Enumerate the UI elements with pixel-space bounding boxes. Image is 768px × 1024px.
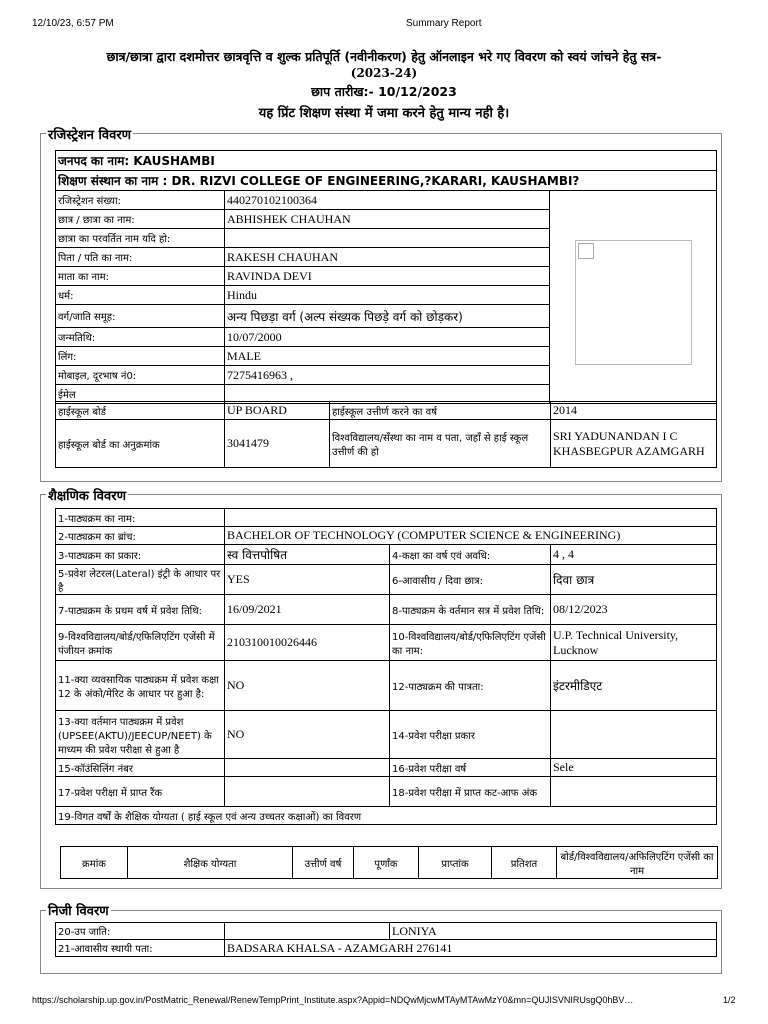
academic-label: 14-प्रवेश परीक्षा प्रकार <box>390 711 551 759</box>
personal-label: 21-आवासीय स्थायी पता: <box>56 940 225 957</box>
reg-label: छात्र / छात्रा का नाम: <box>56 210 225 229</box>
counselling-number <box>225 759 390 777</box>
academic-legend: शैक्षणिक विवरण <box>46 486 128 504</box>
reg-label: पिता / पति का नाम: <box>56 248 225 267</box>
academic-label: 15-कॉउंसिलिंग नंबर <box>56 759 225 777</box>
academic-label: 9-विश्वविद्यालय/बोर्ड/एफिलिएटिंग एजेंसी में पंजीयन क्रमांक <box>56 625 225 661</box>
qual-header: क्रमांक <box>61 847 128 879</box>
first-year-admission-date: 16/09/2021 <box>225 595 390 625</box>
mother-name: RAVINDA DEVI <box>225 267 550 286</box>
lateral-entry: YES <box>225 565 390 595</box>
reg-label: धर्म: <box>56 286 225 305</box>
registration-legend: रजिस्ट्रेशन विवरण <box>46 125 133 143</box>
qual-header: प्रतिशत <box>492 847 557 879</box>
academic-table <box>55 508 717 825</box>
reg-label: जन्मतिथि: <box>56 328 225 347</box>
qual-header: बोर्ड/विश्वविद्यालय/अफिलिएटिंग एजेंसी का नाम <box>557 847 718 879</box>
sub-caste: LONIYA <box>390 923 717 940</box>
date-of-birth: 10/07/2000 <box>225 328 550 347</box>
hs-board: UP BOARD <box>225 402 330 420</box>
qual-header: पूर्णांक <box>354 847 419 879</box>
academic-label: 1-पाठ्यक्रम का नाम: <box>56 509 225 527</box>
print-datetime: 12/10/23, 6:57 PM <box>32 18 114 29</box>
academic-label: 2-पाठ्यक्रम का ब्रांच: <box>56 527 225 545</box>
academic-label: 7-पाठ्यक्रम के प्रथम वर्ष में प्रवेश तिथि: <box>56 595 225 625</box>
reg-label: लिंग: <box>56 347 225 366</box>
reg-label: रजिस्ट्रेशन संख्या: <box>56 191 225 210</box>
class-year-duration: 4 , 4 <box>551 545 717 565</box>
registration-number: 440270102100364 <box>225 191 550 210</box>
qual-header: प्राप्तांक <box>419 847 492 879</box>
reg-label: छात्रा का परवर्तित नाम यदि हो: <box>56 229 225 248</box>
validity-note: यह प्रिंट शिक्षण संस्था में जमा करने हेतु मान्य नही है। <box>258 106 510 121</box>
entrance-exam-year: Sele <box>551 759 717 777</box>
personal-table <box>55 922 717 957</box>
gender: MALE <box>225 347 550 366</box>
academic-label: 18-प्रवेश परीक्षा में प्राप्त कट-आफ अंक <box>390 777 551 807</box>
reg-label: ईमेल <box>56 385 225 404</box>
religion: Hindu <box>225 286 550 305</box>
current-session-admission-date: 08/12/2023 <box>551 595 717 625</box>
student-name: ABHISHEK CHAUHAN <box>225 210 550 229</box>
permanent-address: BADSARA KHALSA - AZAMGARH 276141 <box>225 940 717 957</box>
academic-label: 6-आवासीय / दिवा छात्र: <box>390 565 551 595</box>
personal-legend: निजी विवरण <box>46 901 111 919</box>
academic-label: 4-कक्षा का वर्ष एवं अवधि: <box>390 545 551 565</box>
institution-name: शिक्षण संस्थान का नाम : DR. RIZVI COLLEGE OF ENGINEERING,?KARARI, KAUSHAMBI? <box>56 171 717 191</box>
course-type: स्व वित्तपोषित <box>225 545 390 565</box>
hs-year: 2014 <box>551 402 717 420</box>
print-date: छाप तारीख:- 10/12/2023 <box>311 84 457 99</box>
merit-admission: NO <box>225 661 390 711</box>
qual-header: शैक्षिक योग्यता <box>128 847 293 879</box>
district-name: जनपद का नाम: KAUSHAMBI <box>56 151 717 171</box>
academic-label: 17-प्रवेश परीक्षा में प्राप्त रैंक <box>56 777 225 807</box>
course-name <box>225 509 717 527</box>
session-year: (2023-24) <box>350 66 418 80</box>
page-url: https://scholarship.up.gov.in/PostMatric_Renewal/RenewTempPrint_Institute.aspx?Appid=NDQwMjcwMTAyMTAwMzY0&mn=QUJISVNIRUsgQ0hBV… <box>32 995 634 1005</box>
academic-label: 5-प्रवेश लेटरल(Lateral) इंट्री के आधार पर है <box>56 565 225 595</box>
qualification-table <box>60 846 718 879</box>
university-registration-number: 210310010026446 <box>225 625 390 661</box>
hs-roll-label: हाईस्कूल बोर्ड का अनुक्रमांक <box>56 420 225 468</box>
reg-label: वर्ग/जाति समूह: <box>56 305 225 328</box>
broken-image-icon <box>578 243 594 259</box>
academic-label: 16-प्रवेश परीक्षा वर्ष <box>390 759 551 777</box>
qualification-history-label: 19-विगत वर्षों के शैक्षिक योग्यता ( हाई स्कूल एवं अन्य उच्चतर कक्षाओं) का विवरण <box>56 807 717 825</box>
entrance-exam-type <box>551 711 717 759</box>
hs-year-label: हाईस्कूल उत्तीर्ण करने का वर्ष <box>330 402 551 420</box>
academic-label: 10-विश्वविद्यालय/बोर्ड/एफिलिएटिंग एजेंसी का नाम: <box>390 625 551 661</box>
academic-label: 13-क्या वर्तमान पाठ्यक्रम में प्रवेश (UPSEE(AKTU)/JEECUP/NEET) के माध्यम की प्रवेश परीक्षा से हुआ है <box>56 711 225 759</box>
changed-name <box>225 229 550 248</box>
qual-header: उत्तीर्ण वर्ष <box>293 847 354 879</box>
hs-univ-label: विश्वविद्यालय/सँस्था का नाम व पता, जहाँ से हाई स्कूल उत्तीर्ण की हो <box>330 420 551 468</box>
page-number: 1/2 <box>723 995 736 1005</box>
university-name: U.P. Technical University, Lucknow <box>551 625 717 661</box>
father-name: RAKESH CHAUHAN <box>225 248 550 267</box>
academic-label: 8-पाठ्यक्रम के वर्तमान सत्र में प्रवेश तिथि: <box>390 595 551 625</box>
mobile-number: 7275416963 , <box>225 366 550 385</box>
academic-label: 3-पाठ्यक्रम का प्रकार: <box>56 545 225 565</box>
student-photo <box>575 240 692 365</box>
residential-status: दिवा छात्र <box>551 565 717 595</box>
course-branch: BACHELOR OF TECHNOLOGY (COMPUTER SCIENCE & ENGINEERING) <box>225 527 717 545</box>
page-title: छात्र/छात्रा द्वारा दशमोत्तर छात्रवृत्ति व शुल्क प्रतिपूर्ति (नवीनीकरण) हेतु ऑनलाइन भरे गए विवरण को स्वयं जांचने हेतु सत्र- <box>106 49 662 64</box>
caste-category: अन्य पिछड़ा वर्ग (अल्प संख्यक पिछड़े वर्ग को छोड़कर) <box>225 305 550 328</box>
reg-label: मोबाइल, दूरभाष नं0: <box>56 366 225 385</box>
print-header-title: Summary Report <box>406 18 482 29</box>
academic-label: 12-पाठ्यक्रम की पात्रता: <box>390 661 551 711</box>
course-eligibility: इंटरमीडिएट <box>551 661 717 711</box>
cutoff-marks <box>551 777 717 807</box>
hs-roll: 3041479 <box>225 420 330 468</box>
hs-univ: SRI YADUNANDAN I C KHASBEGPUR AZAMGARH <box>551 420 717 468</box>
personal-label: 20-उप जाति: <box>56 923 225 940</box>
entrance-admission: NO <box>225 711 390 759</box>
entrance-rank <box>225 777 390 807</box>
hs-board-label: हाईस्कूल बोर्ड <box>56 402 225 420</box>
reg-label: माता का नाम: <box>56 267 225 286</box>
highschool-table <box>55 401 717 468</box>
academic-label: 11-क्या व्यवसायिक पाठ्यक्रम में प्रवेश कक्षा 12 के अंको/मेरिट के आधार पर हुआ है: <box>56 661 225 711</box>
personal-value-blank <box>225 923 390 940</box>
